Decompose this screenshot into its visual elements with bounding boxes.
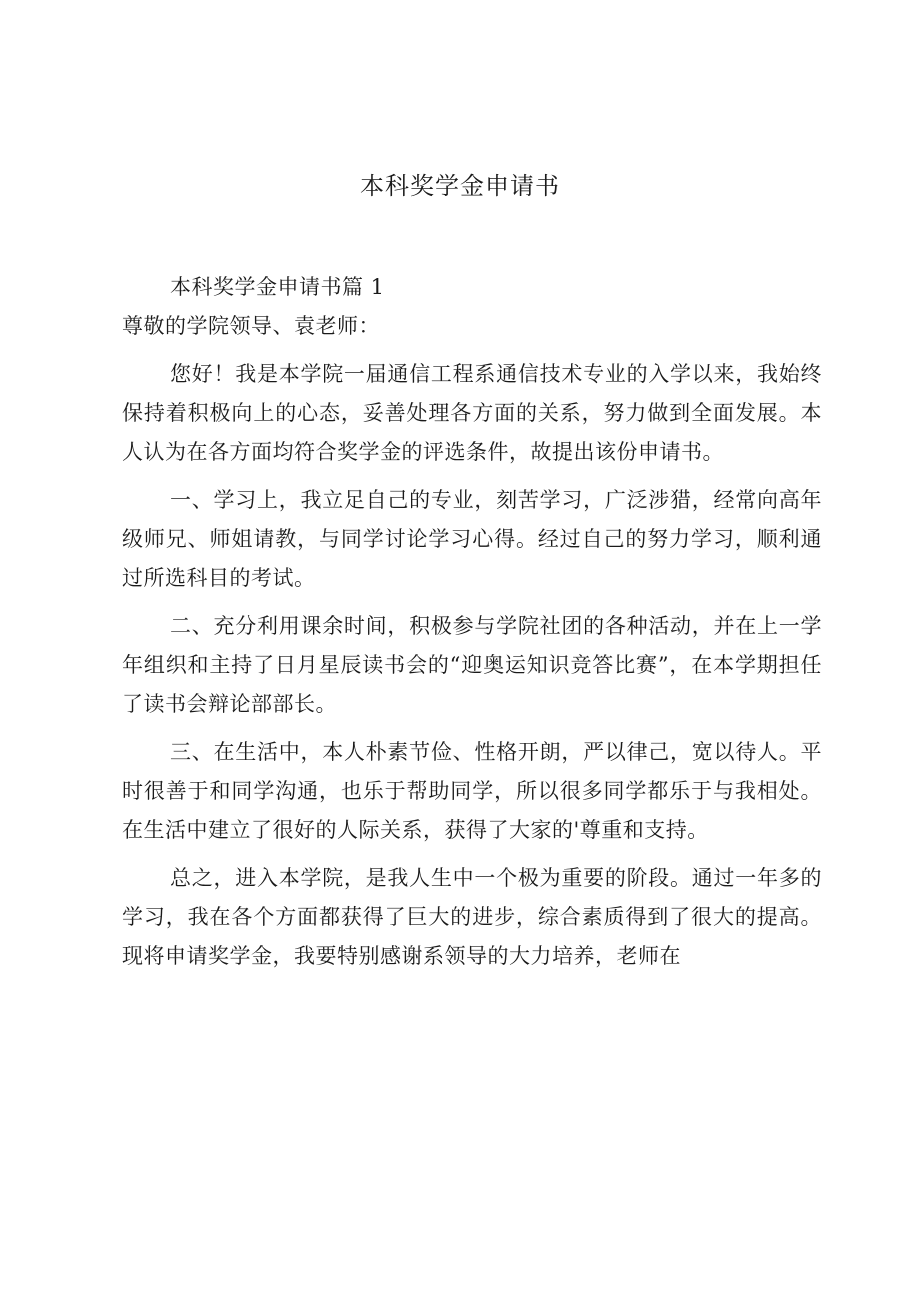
document-body bbox=[122, 268, 822, 985]
document-subtitle: 本科奖学金申请书篇 1 bbox=[170, 275, 385, 299]
body-paragraph: 您好！我是本学院一届通信工程系通信技术专业的入学以来，我始终保持着积极向上的心态，妥善处理各方面的关系，努力做到全面发展。本人认为在各方面均符合奖学金的评选条件，故提出该份申请书。 bbox=[122, 362, 822, 464]
body-paragraph: 一、学习上，我立足自己的专业，刻苦学习，广泛涉猎，经常向高年级师兄、师姐请教，与同学讨论学习心得。经过自己的努力学习，顺利通过所选科目的考试。 bbox=[122, 488, 822, 590]
document-title: 本科奖学金申请书 bbox=[360, 172, 560, 200]
body-paragraph: 二、充分利用课余时间，积极参与学院社团的各种活动，并在上一学年组织和主持了日月星辰读书会的“迎奥运知识竞答比赛”，在本学期担任了读书会辩论部部长。 bbox=[122, 614, 822, 716]
body-paragraph: 总之，进入本学院，是我人生中一个极为重要的阶段。通过一年多的学习，我在各个方面都获得了巨大的进步，综合素质得到了很大的提高。现将申请奖学金，我要特别感谢系领导的大力培养，老师在 bbox=[122, 866, 822, 968]
body-paragraph: 三、在生活中，本人朴素节俭、性格开朗，严以律己，宽以待人。平时很善于和同学沟通，也乐于帮助同学，所以很多同学都乐于与我相处。在生活中建立了很好的人际关系，获得了大家的'尊重和支持。 bbox=[122, 740, 822, 842]
salutation: 尊敬的学院领导、袁老师： bbox=[122, 314, 380, 338]
